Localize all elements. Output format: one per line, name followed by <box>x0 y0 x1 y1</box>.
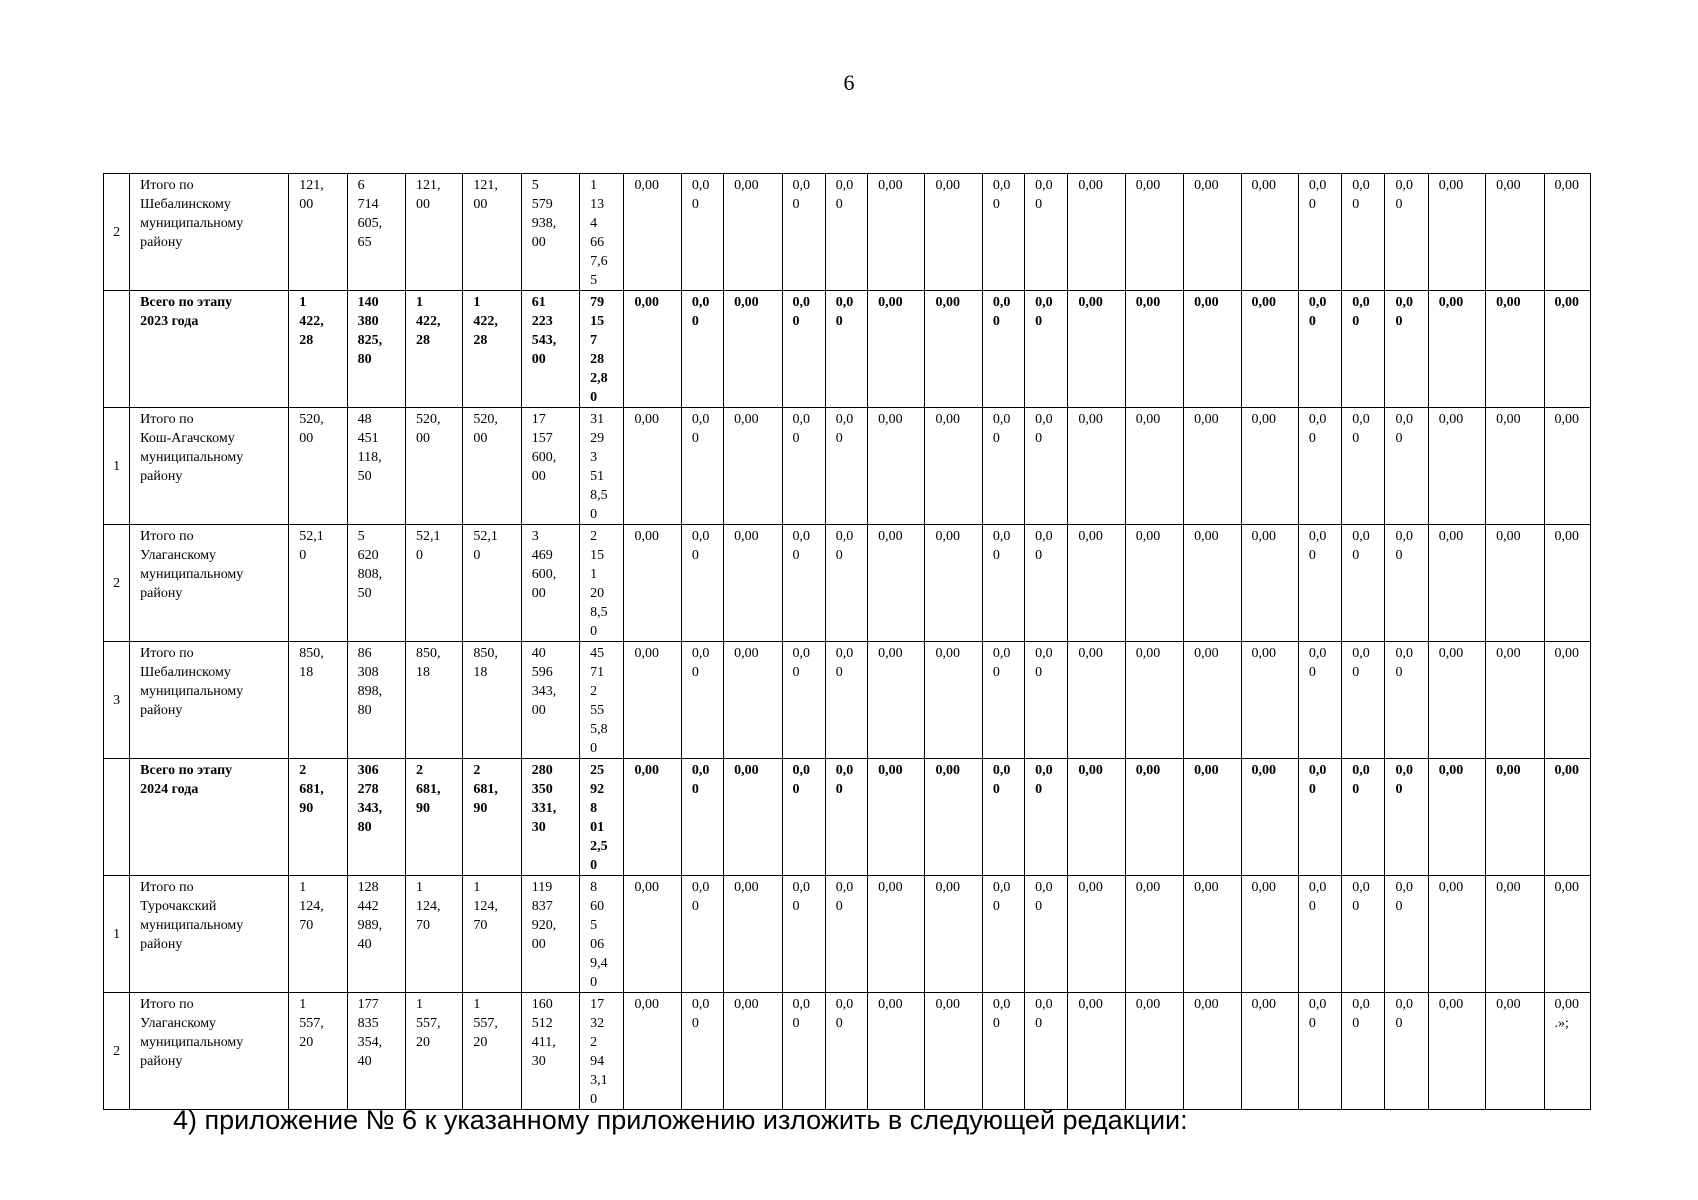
value-cell: 0,00 <box>1544 759 1590 876</box>
value-cell: 0,0 0 <box>1342 291 1385 408</box>
value-cell: 1 422, 28 <box>406 291 463 408</box>
value-cell: 0,0 0 <box>681 759 723 876</box>
value-cell: 31 29 3 51 8,5 0 <box>580 408 624 525</box>
value-cell: 0,0 0 <box>782 642 825 759</box>
value-cell: 0,0 0 <box>782 525 825 642</box>
table-row <box>104 291 1591 408</box>
value-cell: 0,00 <box>1486 408 1544 525</box>
value-cell: 0,0 0 <box>1025 876 1068 993</box>
value-cell: 0,00 <box>925 174 982 291</box>
value-cell: 0,0 0 <box>681 876 723 993</box>
table-row <box>104 174 1591 291</box>
table-row <box>104 408 1591 525</box>
row-name-cell: Всего по этапу 2023 года <box>130 291 289 408</box>
value-cell: 0,0 0 <box>681 174 723 291</box>
value-cell: 0,0 0 <box>825 876 867 993</box>
value-cell: 52,1 0 <box>289 525 347 642</box>
value-cell: 1 422, 28 <box>463 291 521 408</box>
value-cell: 0,00 <box>724 408 782 525</box>
row-name-cell: Всего по этапу 2024 года <box>130 759 289 876</box>
value-cell: 0,0 0 <box>782 876 825 993</box>
value-cell: 0,00 <box>724 759 782 876</box>
value-cell: 0,00 <box>624 291 681 408</box>
value-cell: 0,0 0 <box>1298 876 1341 993</box>
value-cell: 0,00 <box>1068 642 1125 759</box>
value-cell: 1 557, 20 <box>289 993 347 1110</box>
value-cell: 0,0 0 <box>982 525 1024 642</box>
value-cell: 0,0 0 <box>681 525 723 642</box>
value-cell: 0,00 <box>1068 408 1125 525</box>
value-cell: 0,0 0 <box>982 759 1024 876</box>
value-cell: 8 60 5 06 9,4 0 <box>580 876 624 993</box>
value-cell: 61 223 543, 00 <box>521 291 579 408</box>
value-cell: 0,0 0 <box>681 993 723 1110</box>
value-cell: 0,0 0 <box>1298 408 1341 525</box>
value-cell: 0,0 0 <box>1342 525 1385 642</box>
amendment-paragraph: 4) приложение № 6 к указанному приложению изложить в следующей редакции: <box>173 1105 1188 1135</box>
value-cell: 0,0 0 <box>1385 876 1428 993</box>
value-cell: 0,0 0 <box>1025 642 1068 759</box>
value-cell: 0,00 <box>868 993 925 1110</box>
value-cell: 0,0 0 <box>1025 525 1068 642</box>
value-cell: 0,00 <box>1428 525 1485 642</box>
value-cell: 0,00 <box>1486 525 1544 642</box>
value-cell: 121, 00 <box>406 174 463 291</box>
value-cell: 0,0 0 <box>825 174 867 291</box>
value-cell: 0,00 <box>1184 174 1241 291</box>
value-cell: 48 451 118, 50 <box>347 408 405 525</box>
value-cell: 0,00 <box>925 525 982 642</box>
value-cell: 2 681, 90 <box>289 759 347 876</box>
value-cell: 0,00 <box>1428 876 1485 993</box>
value-cell: 0,0 0 <box>681 291 723 408</box>
value-cell: 850, 18 <box>406 642 463 759</box>
value-cell: 0,00 <box>1544 525 1590 642</box>
value-cell: 0,00 <box>724 174 782 291</box>
row-number-cell: 2 <box>104 174 130 291</box>
value-cell: 0,00 <box>1125 759 1183 876</box>
value-cell: 0,00 <box>1068 993 1125 1110</box>
value-cell: 17 32 2 94 3,1 0 <box>580 993 624 1110</box>
value-cell: 0,00 <box>1068 525 1125 642</box>
value-cell: 520, 00 <box>289 408 347 525</box>
value-cell: 0,00 <box>1184 642 1241 759</box>
value-cell: 52,1 0 <box>406 525 463 642</box>
value-cell: 0,0 0 <box>782 174 825 291</box>
value-cell: 0,0 0 <box>1025 408 1068 525</box>
row-name-cell: Итого по Улаганскому муниципальному району <box>130 525 289 642</box>
value-cell: 1 557, 20 <box>463 993 521 1110</box>
value-cell: 0,00 <box>1486 876 1544 993</box>
value-cell: 0,00 <box>925 876 982 993</box>
value-cell: 119 837 920, 00 <box>521 876 579 993</box>
value-cell: 0,0 0 <box>1298 525 1341 642</box>
value-cell: 0,00 <box>724 876 782 993</box>
value-cell: 0,0 0 <box>825 408 867 525</box>
value-cell: 160 512 411, 30 <box>521 993 579 1110</box>
row-name-cell: Итого по Кош-Агачскому муниципальному району <box>130 408 289 525</box>
value-cell: 0,00 <box>1241 993 1298 1110</box>
value-cell: 0,0 0 <box>1385 525 1428 642</box>
value-cell: 0,0 0 <box>825 525 867 642</box>
row-number-cell <box>104 291 130 408</box>
value-cell: 0,00 <box>1241 408 1298 525</box>
value-cell: 5 620 808, 50 <box>347 525 405 642</box>
value-cell: 0,00 <box>724 291 782 408</box>
value-cell: 0,0 0 <box>1025 759 1068 876</box>
value-cell: 0,00 <box>724 993 782 1110</box>
value-cell: 0,0 0 <box>1025 291 1068 408</box>
value-cell: 0,00 <box>1241 174 1298 291</box>
value-cell: 1 13 4 66 7,6 5 <box>580 174 624 291</box>
value-cell: 121, 00 <box>463 174 521 291</box>
value-cell: 3 469 600, 00 <box>521 525 579 642</box>
value-cell: 0,00 <box>1486 993 1544 1110</box>
value-cell: 0,0 0 <box>825 291 867 408</box>
value-cell: 0,00 <box>868 291 925 408</box>
row-number-cell: 2 <box>104 993 130 1110</box>
value-cell: 0,0 0 <box>1342 876 1385 993</box>
value-cell: 0,00 <box>1068 759 1125 876</box>
value-cell: 140 380 825, 80 <box>347 291 405 408</box>
value-cell: 0,0 0 <box>681 408 723 525</box>
value-cell: 0,00 <box>1241 642 1298 759</box>
table-row <box>104 876 1591 993</box>
value-cell: 0,0 0 <box>782 291 825 408</box>
value-cell: 0,0 0 <box>1342 993 1385 1110</box>
value-cell: 0,0 0 <box>1385 759 1428 876</box>
value-cell: 2 15 1 20 8,5 0 <box>580 525 624 642</box>
value-cell: 0,00 <box>1184 408 1241 525</box>
value-cell: 0,00 <box>1544 174 1590 291</box>
value-cell: 0,00 <box>868 525 925 642</box>
value-cell: 6 714 605, 65 <box>347 174 405 291</box>
table-row <box>104 759 1591 876</box>
value-cell: 0,0 0 <box>1298 759 1341 876</box>
value-cell: 0,0 0 <box>982 876 1024 993</box>
value-cell: 0,00 <box>868 174 925 291</box>
value-cell: 0,00 <box>1544 642 1590 759</box>
value-cell: 45 71 2 55 5,8 0 <box>580 642 624 759</box>
value-cell: 0,0 0 <box>1298 174 1341 291</box>
value-cell: 1 124, 70 <box>406 876 463 993</box>
value-cell: 0,00 <box>1125 642 1183 759</box>
value-cell: 0,0 0 <box>1342 642 1385 759</box>
value-cell: 0,0 0 <box>1385 642 1428 759</box>
value-cell: 1 557, 20 <box>406 993 463 1110</box>
row-number-cell: 1 <box>104 408 130 525</box>
value-cell: 0,0 0 <box>1385 993 1428 1110</box>
value-cell: 52,1 0 <box>463 525 521 642</box>
value-cell: 0,00 <box>724 642 782 759</box>
row-number-cell <box>104 759 130 876</box>
value-cell: 86 308 898, 80 <box>347 642 405 759</box>
value-cell: 0,00 <box>1184 993 1241 1110</box>
value-cell: 0,00 <box>1125 174 1183 291</box>
row-name-cell: Итого по Улаганскому муниципальному району <box>130 993 289 1110</box>
value-cell: 0,00 <box>1241 876 1298 993</box>
value-cell: 0,0 0 <box>1298 993 1341 1110</box>
value-cell: 0,00 <box>624 525 681 642</box>
value-cell: 1 124, 70 <box>289 876 347 993</box>
table-row <box>104 642 1591 759</box>
value-cell: 0,0 0 <box>825 642 867 759</box>
value-cell: 25 92 8 01 2,5 0 <box>580 759 624 876</box>
value-cell: 0,0 0 <box>782 993 825 1110</box>
value-cell: 0,00 <box>624 174 681 291</box>
value-cell: 520, 00 <box>406 408 463 525</box>
value-cell: 121, 00 <box>289 174 347 291</box>
value-cell: 5 579 938, 00 <box>521 174 579 291</box>
row-number-cell: 2 <box>104 525 130 642</box>
value-cell: 0,0 0 <box>982 642 1024 759</box>
value-cell: 0,00 <box>1544 291 1590 408</box>
value-cell: 0,00 <box>925 408 982 525</box>
value-cell: 850, 18 <box>289 642 347 759</box>
value-cell: 0,00 <box>1184 759 1241 876</box>
value-cell: 0,00 <box>868 759 925 876</box>
value-cell: 0,00 <box>868 408 925 525</box>
value-cell: 520, 00 <box>463 408 521 525</box>
value-cell: 40 596 343, 00 <box>521 642 579 759</box>
value-cell: 0,00 <box>1241 525 1298 642</box>
value-cell: 0,00 <box>1184 291 1241 408</box>
value-cell: 0,00 <box>925 642 982 759</box>
value-cell: 0,00 <box>624 759 681 876</box>
value-cell: 0,00 <box>1486 291 1544 408</box>
value-cell: 0,00 <box>868 876 925 993</box>
value-cell: 0,0 0 <box>1385 408 1428 525</box>
row-name-cell: Итого по Шебалинскому муниципальному району <box>130 642 289 759</box>
value-cell: 0,00 <box>1241 759 1298 876</box>
value-cell: 2 681, 90 <box>463 759 521 876</box>
value-cell: 0,0 0 <box>1342 174 1385 291</box>
row-name-cell: Итого по Шебалинскому муниципальному району <box>130 174 289 291</box>
value-cell: 1 422, 28 <box>289 291 347 408</box>
value-cell: 2 681, 90 <box>406 759 463 876</box>
value-cell: 0,00 <box>624 642 681 759</box>
value-cell: 0,00 <box>1428 174 1485 291</box>
value-cell: 0,00 <box>724 525 782 642</box>
page-number: 6 <box>843 70 855 95</box>
value-cell: 0,00 <box>1486 642 1544 759</box>
value-cell: 0,00 <box>1428 993 1485 1110</box>
value-cell: 0,00 <box>925 291 982 408</box>
value-cell: 0,00 <box>1544 408 1590 525</box>
value-cell: 79 15 7 28 2,8 0 <box>580 291 624 408</box>
value-cell: 0,00 <box>1125 876 1183 993</box>
value-cell: 850, 18 <box>463 642 521 759</box>
value-cell: 0,0 0 <box>782 759 825 876</box>
value-cell: 0,0 0 <box>1298 291 1341 408</box>
value-cell: 0,0 0 <box>782 408 825 525</box>
value-cell: 0,0 0 <box>681 642 723 759</box>
value-cell: 0,0 0 <box>982 174 1024 291</box>
value-cell: 280 350 331, 30 <box>521 759 579 876</box>
report-table <box>103 173 1591 1110</box>
value-cell: 0,00 <box>1428 408 1485 525</box>
value-cell: 0,00 <box>624 876 681 993</box>
value-cell: 177 835 354, 40 <box>347 993 405 1110</box>
value-cell: 0,00 <box>925 993 982 1110</box>
value-cell: 306 278 343, 80 <box>347 759 405 876</box>
value-cell: 0,00 <box>1184 525 1241 642</box>
value-cell: 0,00 <box>624 993 681 1110</box>
row-name-cell: Итого по Турочакский муниципальному району <box>130 876 289 993</box>
value-cell: 0,00 <box>925 759 982 876</box>
value-cell: 0,0 0 <box>982 408 1024 525</box>
value-cell: 0,0 0 <box>1385 291 1428 408</box>
value-cell: 0,0 0 <box>825 993 867 1110</box>
row-number-cell: 3 <box>104 642 130 759</box>
value-cell: 0,00 <box>624 408 681 525</box>
value-cell: 0,00 <box>1428 642 1485 759</box>
table-row <box>104 525 1591 642</box>
value-cell: 0,00 <box>1428 291 1485 408</box>
value-cell: 0,00 <box>1486 759 1544 876</box>
value-cell: 0,0 0 <box>1298 642 1341 759</box>
value-cell: 0,0 0 <box>1342 408 1385 525</box>
value-cell: 0,0 0 <box>1025 174 1068 291</box>
value-cell: 0,00 <box>1125 408 1183 525</box>
value-cell: 0,00 <box>1068 174 1125 291</box>
value-cell: 17 157 600, 00 <box>521 408 579 525</box>
value-cell: 0,0 0 <box>982 291 1024 408</box>
value-cell: 0,00 <box>1428 759 1485 876</box>
value-cell: 0,00 <box>1068 876 1125 993</box>
value-cell: 0,00 <box>1125 525 1183 642</box>
value-cell: 0,0 0 <box>982 993 1024 1110</box>
value-cell: 0,00 .»; <box>1544 993 1590 1110</box>
value-cell: 0,00 <box>1184 876 1241 993</box>
value-cell: 0,00 <box>1241 291 1298 408</box>
value-cell: 0,00 <box>1544 876 1590 993</box>
value-cell: 128 442 989, 40 <box>347 876 405 993</box>
value-cell: 0,00 <box>1125 993 1183 1110</box>
value-cell: 0,00 <box>1486 174 1544 291</box>
table-row <box>104 993 1591 1110</box>
value-cell: 0,0 0 <box>825 759 867 876</box>
value-cell: 0,0 0 <box>1025 993 1068 1110</box>
value-cell: 0,00 <box>1068 291 1125 408</box>
row-number-cell: 1 <box>104 876 130 993</box>
value-cell: 1 124, 70 <box>463 876 521 993</box>
value-cell: 0,00 <box>1125 291 1183 408</box>
value-cell: 0,0 0 <box>1342 759 1385 876</box>
value-cell: 0,00 <box>868 642 925 759</box>
value-cell: 0,0 0 <box>1385 174 1428 291</box>
